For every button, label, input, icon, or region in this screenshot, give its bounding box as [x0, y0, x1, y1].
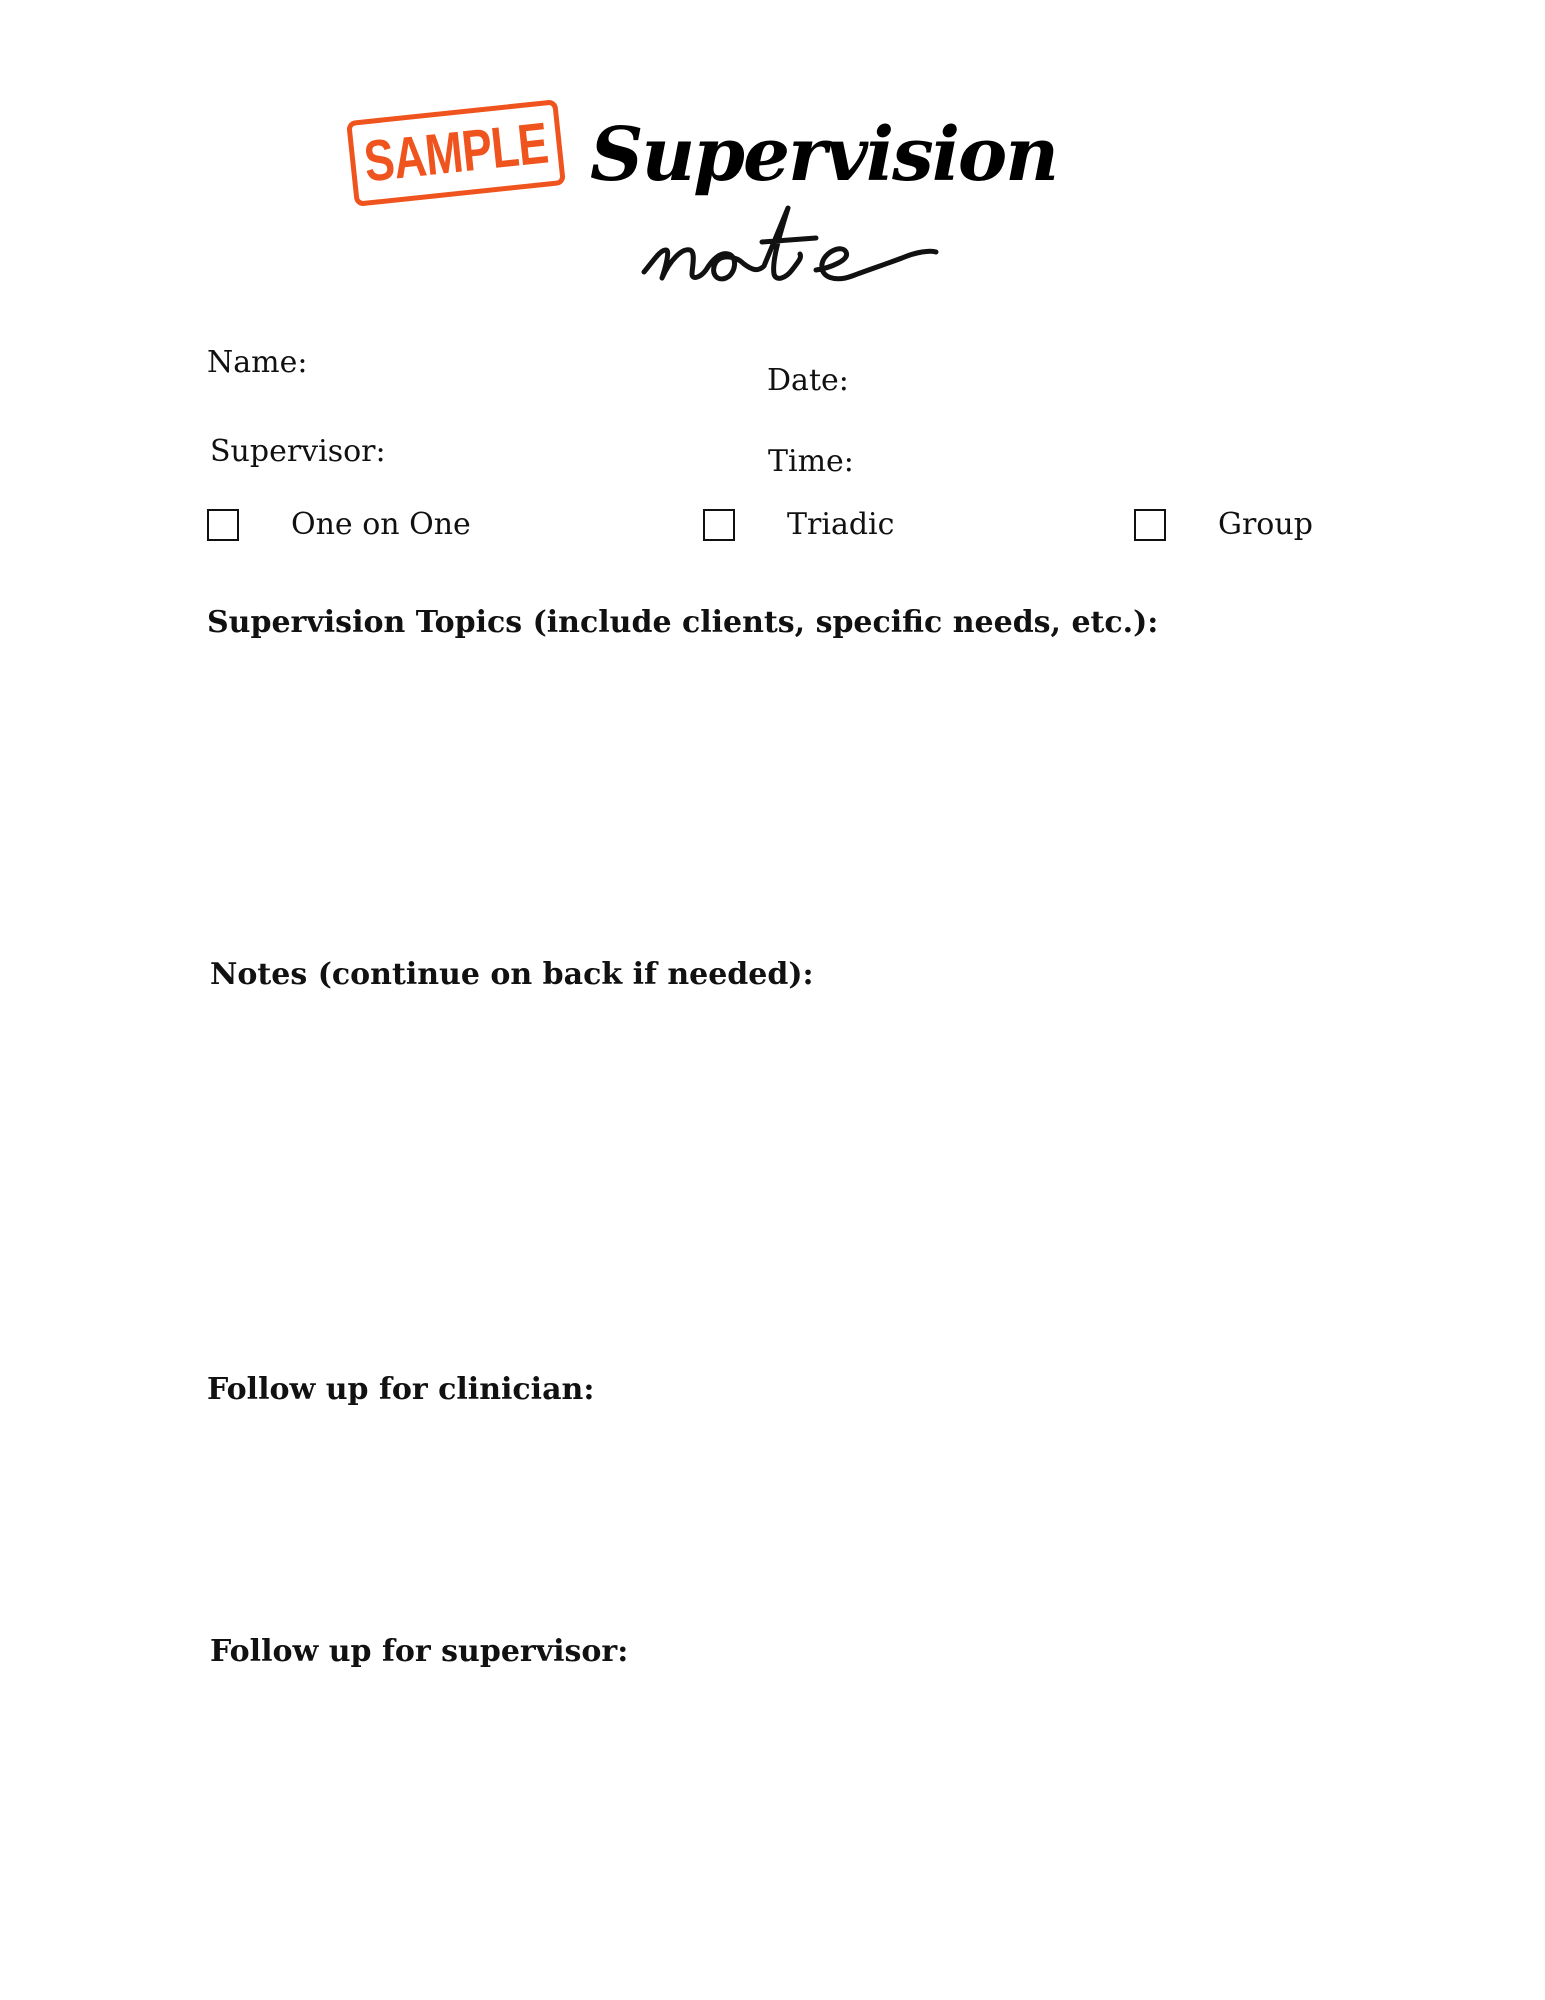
- supervision-topics-write-area[interactable]: [207, 650, 1337, 940]
- checkbox-group[interactable]: [1134, 505, 1313, 545]
- checkbox-label-triadic: Triadic: [787, 507, 895, 542]
- script-subtitle-note: [640, 190, 940, 300]
- stamp-text: SAMPLE: [361, 110, 551, 195]
- page-title: Supervision: [590, 112, 1058, 198]
- follow-up-clinician-heading: Follow up for clinician:: [207, 1372, 595, 1407]
- checkbox-one-on-one[interactable]: [207, 505, 471, 545]
- sample-stamp: [346, 99, 566, 207]
- date-label: Date:: [767, 363, 849, 398]
- follow-up-clinician-write-area[interactable]: [207, 1417, 1337, 1617]
- follow-up-supervisor-write-area[interactable]: [207, 1679, 1337, 1939]
- checkbox-box[interactable]: [703, 509, 735, 541]
- time-label: Time:: [768, 444, 854, 479]
- supervisor-label: Supervisor:: [210, 434, 386, 469]
- checkbox-triadic[interactable]: [703, 505, 894, 545]
- follow-up-supervisor-heading: Follow up for supervisor:: [210, 1634, 629, 1669]
- checkbox-label-one-on-one: One on One: [291, 507, 471, 542]
- notes-write-area[interactable]: [207, 1002, 1337, 1352]
- name-label: Name:: [207, 345, 308, 380]
- checkbox-label-group: Group: [1218, 507, 1313, 542]
- checkbox-box[interactable]: [207, 509, 239, 541]
- checkbox-box[interactable]: [1134, 509, 1166, 541]
- supervision-topics-heading: Supervision Topics (include clients, specific needs, etc.):: [207, 605, 1159, 640]
- notes-heading: Notes (continue on back if needed):: [210, 957, 814, 992]
